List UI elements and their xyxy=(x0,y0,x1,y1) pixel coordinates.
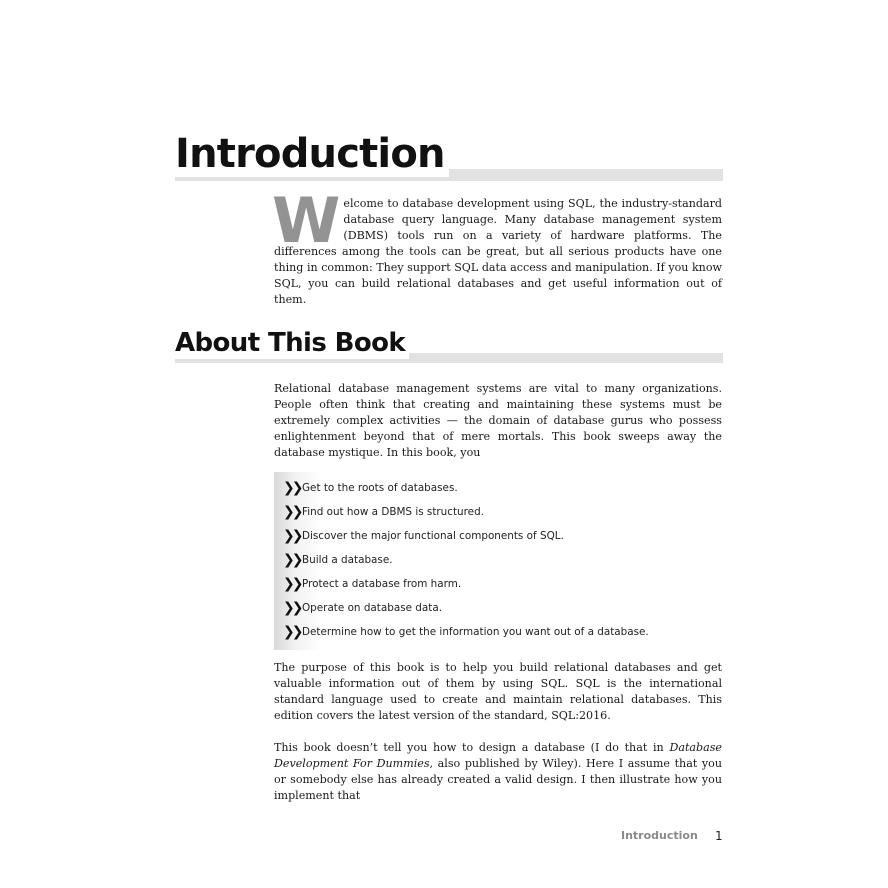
double-chevron-icon: ❯❯ xyxy=(283,576,301,592)
double-chevron-icon: ❯❯ xyxy=(283,480,301,496)
intro-text: elcome to database development using SQL, the industry-standard database query language. Many database management system (DBMS) tools run on a variety of hardware platforms. The differences among the tools can be great, but all serious products have one thing in common: They support SQL data access and manipulation. If you know SQL, you can build relational databases and get useful information out of them. xyxy=(274,197,722,306)
chapter-title: Introduction xyxy=(175,131,449,177)
about-paragraph: Relational database management systems are vital to many organizations. People often think that creating and maintaining these systems must be extremely complex activities — the domain of database gurus who possess enlightenment beyond that of mere mortals. This book sweeps away the database mystique. In this book, you xyxy=(274,382,722,459)
list-item: ❯❯ Build a database. xyxy=(274,548,722,572)
double-chevron-icon: ❯❯ xyxy=(283,552,301,568)
bullet-list xyxy=(274,472,722,650)
list-item: ❯❯ Operate on database data. xyxy=(274,596,722,620)
section-title: About This Book xyxy=(175,327,409,359)
intro-paragraph xyxy=(272,184,722,308)
page-number: 1 xyxy=(715,829,723,843)
running-head: Introduction xyxy=(621,829,698,842)
double-chevron-icon: ❯❯ xyxy=(283,504,301,520)
list-item: ❯❯ Get to the roots of databases. xyxy=(274,476,722,500)
double-chevron-icon: ❯❯ xyxy=(283,528,301,544)
book-title-reference: Database Development For Dummies xyxy=(274,741,722,770)
drop-cap: W xyxy=(272,184,341,257)
double-chevron-icon: ❯❯ xyxy=(283,624,301,640)
section-heading xyxy=(175,327,723,363)
design-paragraph: This book doesn’t tell you how to design a database (I do that in Database Development For Dummies, also published by Wiley). Here I assume that you or somebody else has already created a valid design. I then illustrate how you implement that xyxy=(274,741,722,802)
purpose-paragraph: The purpose of this book is to help you build relational databases and get valuable information out of them by using SQL. SQL is the international standard language used to create and maintain relational databases. This edition covers the latest version of the standard, SQL:2016. xyxy=(274,661,722,722)
list-item: ❯❯ Discover the major functional components of SQL. xyxy=(274,524,722,548)
double-chevron-icon: ❯❯ xyxy=(283,600,301,616)
chapter-heading xyxy=(175,131,723,181)
list-item: ❯❯ Protect a database from harm. xyxy=(274,572,722,596)
list-item: ❯❯ Determine how to get the information you want out of a database. xyxy=(274,620,722,644)
list-item: ❯❯ Find out how a DBMS is structured. xyxy=(274,500,722,524)
